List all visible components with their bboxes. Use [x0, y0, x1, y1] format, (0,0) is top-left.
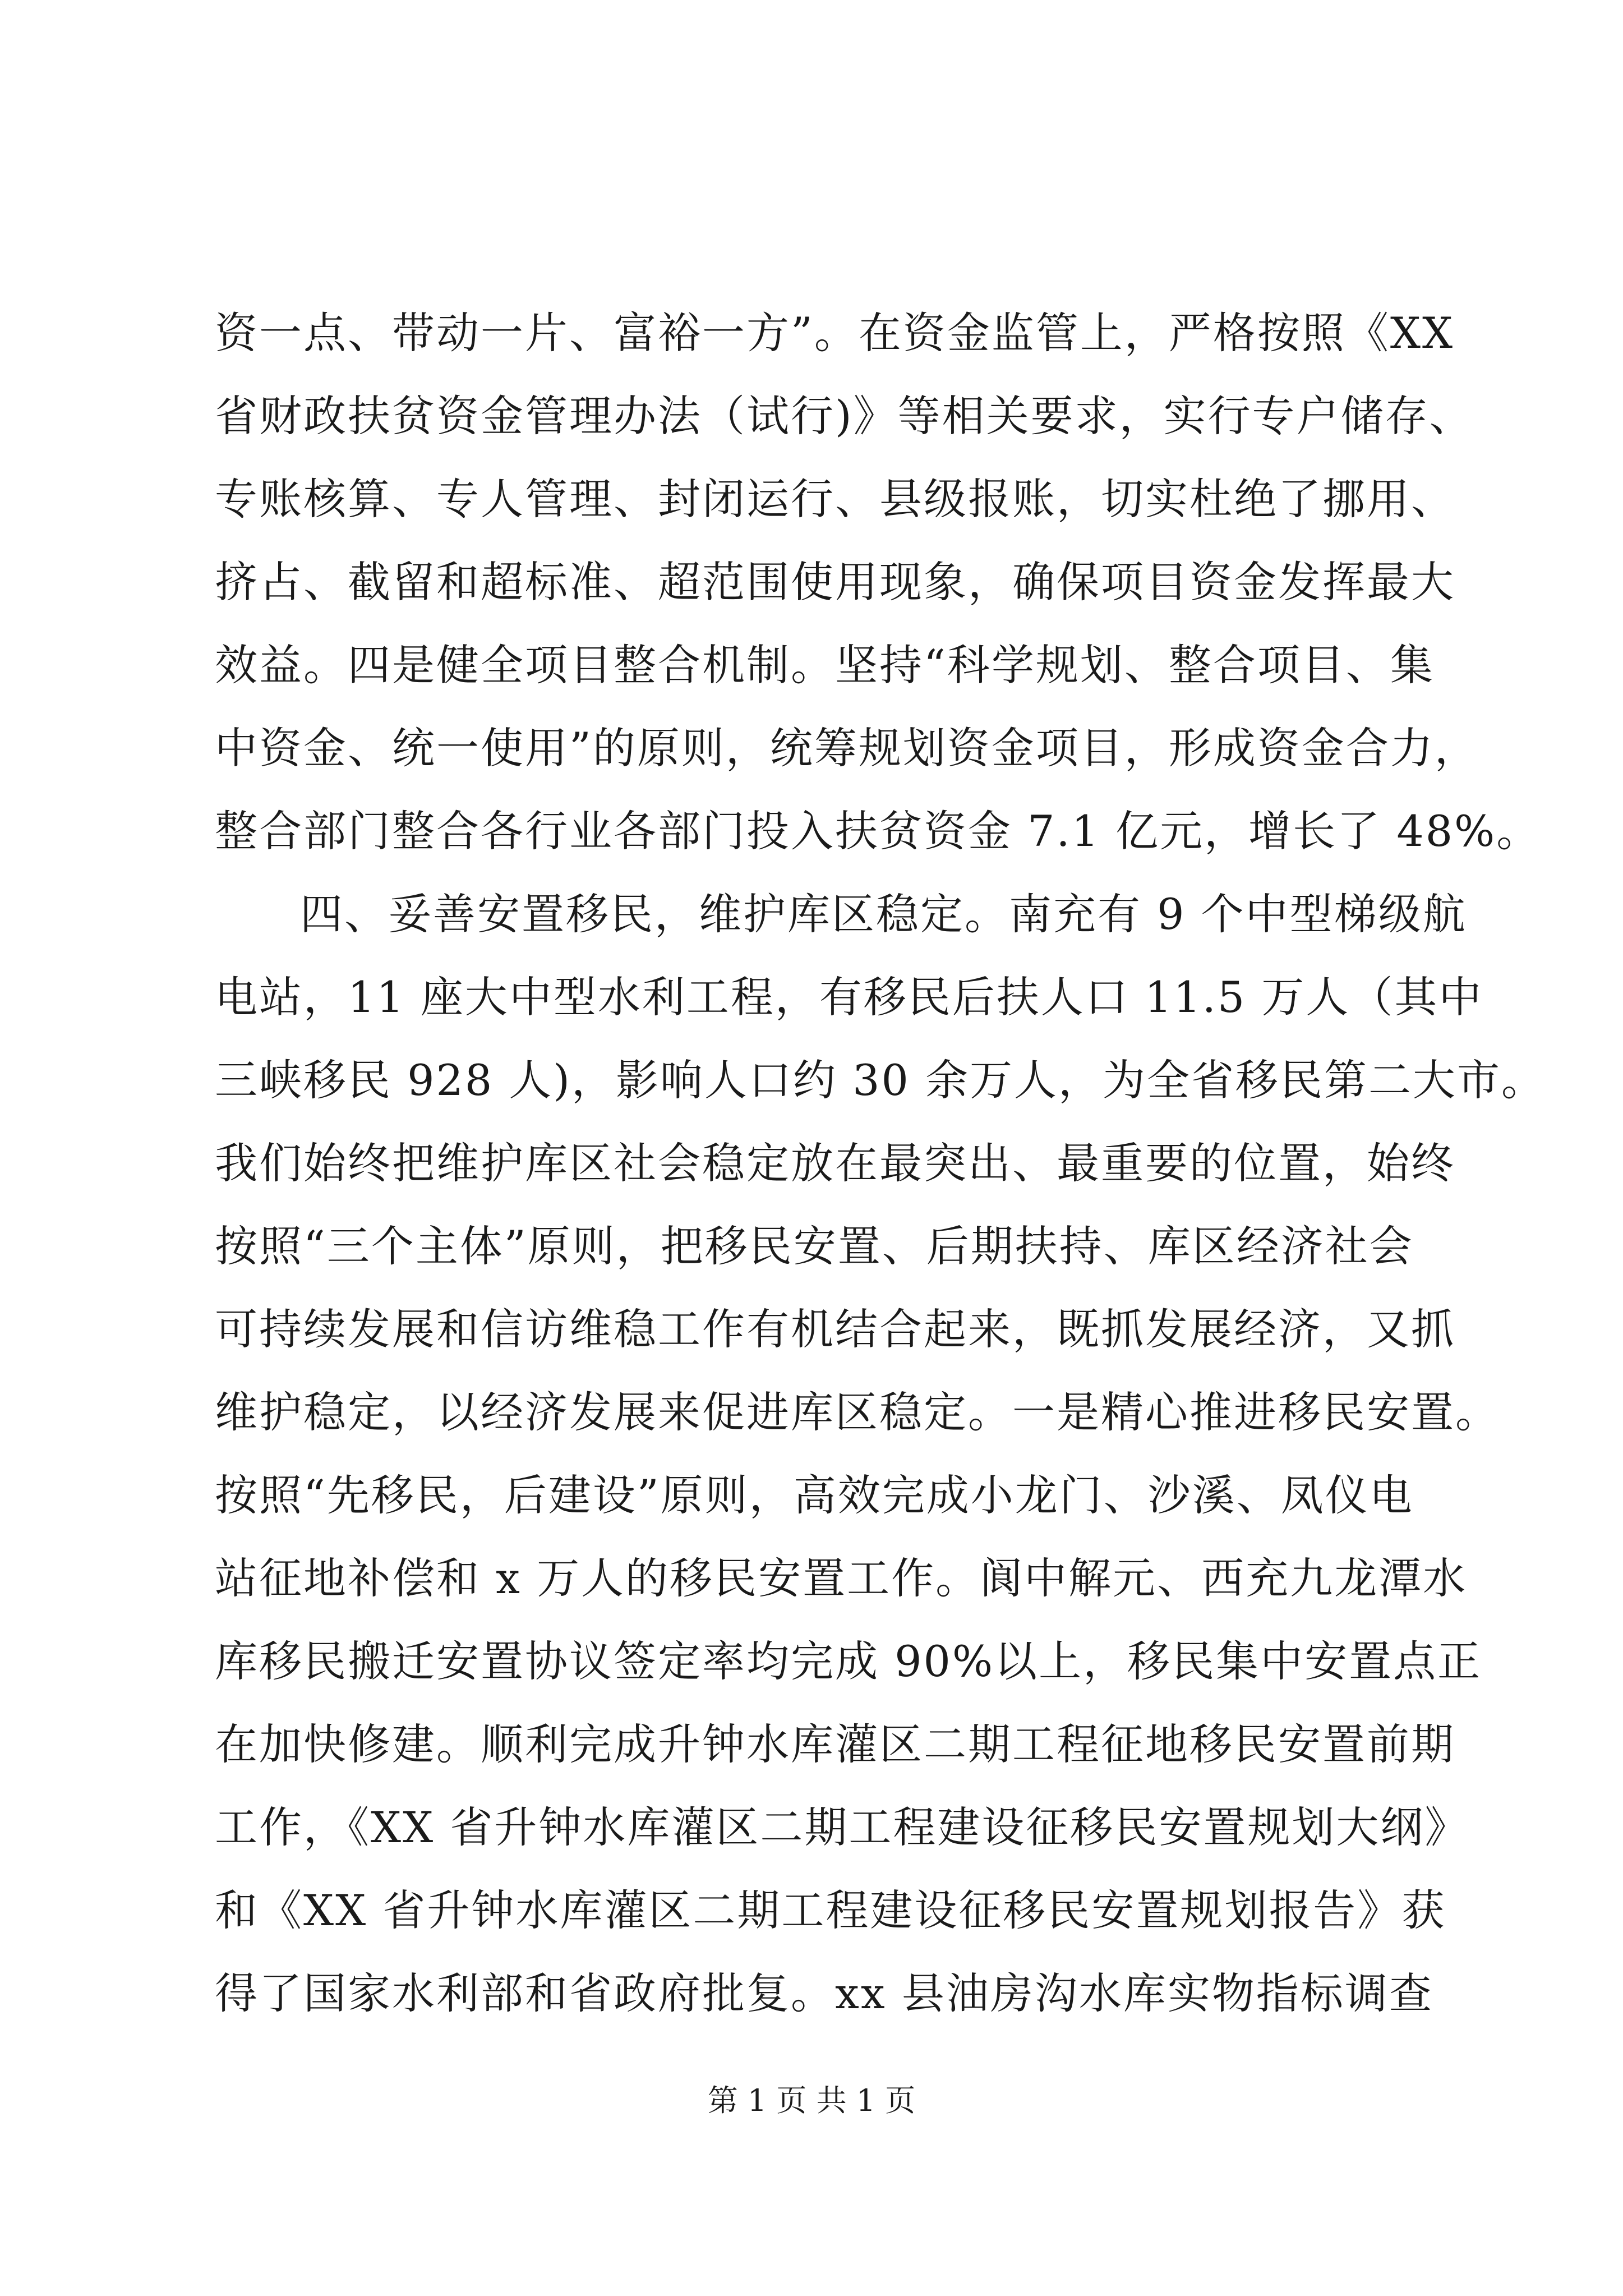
text-line: 省财政扶贫资金管理办法（试行)》等相关要求，实行专户储存、	[215, 391, 1474, 441]
text-line: 中资金、统一使用”的原则，统筹规划资金项目，形成资金合力，	[215, 723, 1479, 773]
text-line: 专账核算、专人管理、封闭运行、县级报账，切实杜绝了挪用、	[215, 474, 1455, 524]
text-line: 和《XX 省升钟水库灌区二期工程建设征移民安置规划报告》获	[215, 1885, 1446, 1935]
text-line: 电站，11 座大中型水利工程，有移民后扶人口 11.5 万人（其中	[215, 972, 1483, 1022]
page-footer: 第 1 页 共 1 页	[707, 2083, 916, 2118]
text-line: 维护稳定，以经济发展来促进库区稳定。一是精心推进移民安置。	[215, 1387, 1500, 1437]
text-line: 在加快修建。顺利完成升钟水库灌区二期工程征地移民安置前期	[215, 1719, 1455, 1769]
text-line: 资一点、带动一片、富裕一方”。在资金监管上，严格按照《XX	[215, 308, 1455, 358]
text-line: 我们始终把维护库区社会稳定放在最突出、最重要的位置，始终	[215, 1138, 1455, 1188]
text-line: 挤占、截留和超标准、超范围使用现象，确保项目资金发挥最大	[215, 557, 1455, 607]
text-line: 可持续发展和信访维稳工作有机结合起来，既抓发展经济，又抓	[215, 1304, 1455, 1354]
text-line: 效益。四是健全项目整合机制。坚持“科学规划、整合项目、集	[215, 640, 1435, 690]
text-line: 按照“三个主体”原则，把移民安置、后期扶持、库区经济社会	[215, 1221, 1414, 1271]
text-line: 三峡移民 928 人)，影响人口约 30 余万人，为全省移民第二大市。	[215, 1055, 1546, 1105]
text-line: 站征地补偿和 x 万人的移民安置工作。阆中解元、西充九龙潭水	[215, 1553, 1468, 1603]
text-line: 工作，《XX 省升钟水库灌区二期工程建设征移民安置规划大纲》	[215, 1802, 1469, 1852]
text-line: 库移民搬迁安置协议签定率均完成 90%以上，移民集中安置点正	[215, 1636, 1482, 1686]
document-body	[215, 292, 1546, 2035]
text-line: 整合部门整合各行业各部门投入扶贫资金 7.1 亿元，增长了 48%。	[215, 806, 1541, 856]
text-line: 得了国家水利部和省政府批复。xx 县油房沟水库实物指标调查	[215, 1968, 1433, 2018]
text-line: 按照“先移民，后建设”原则，高效完成小龙门、沙溪、凤仪电	[215, 1470, 1414, 1520]
paragraph-start-line: 四、妥善安置移民，维护库区稳定。南充有 9 个中型梯级航	[300, 889, 1467, 939]
